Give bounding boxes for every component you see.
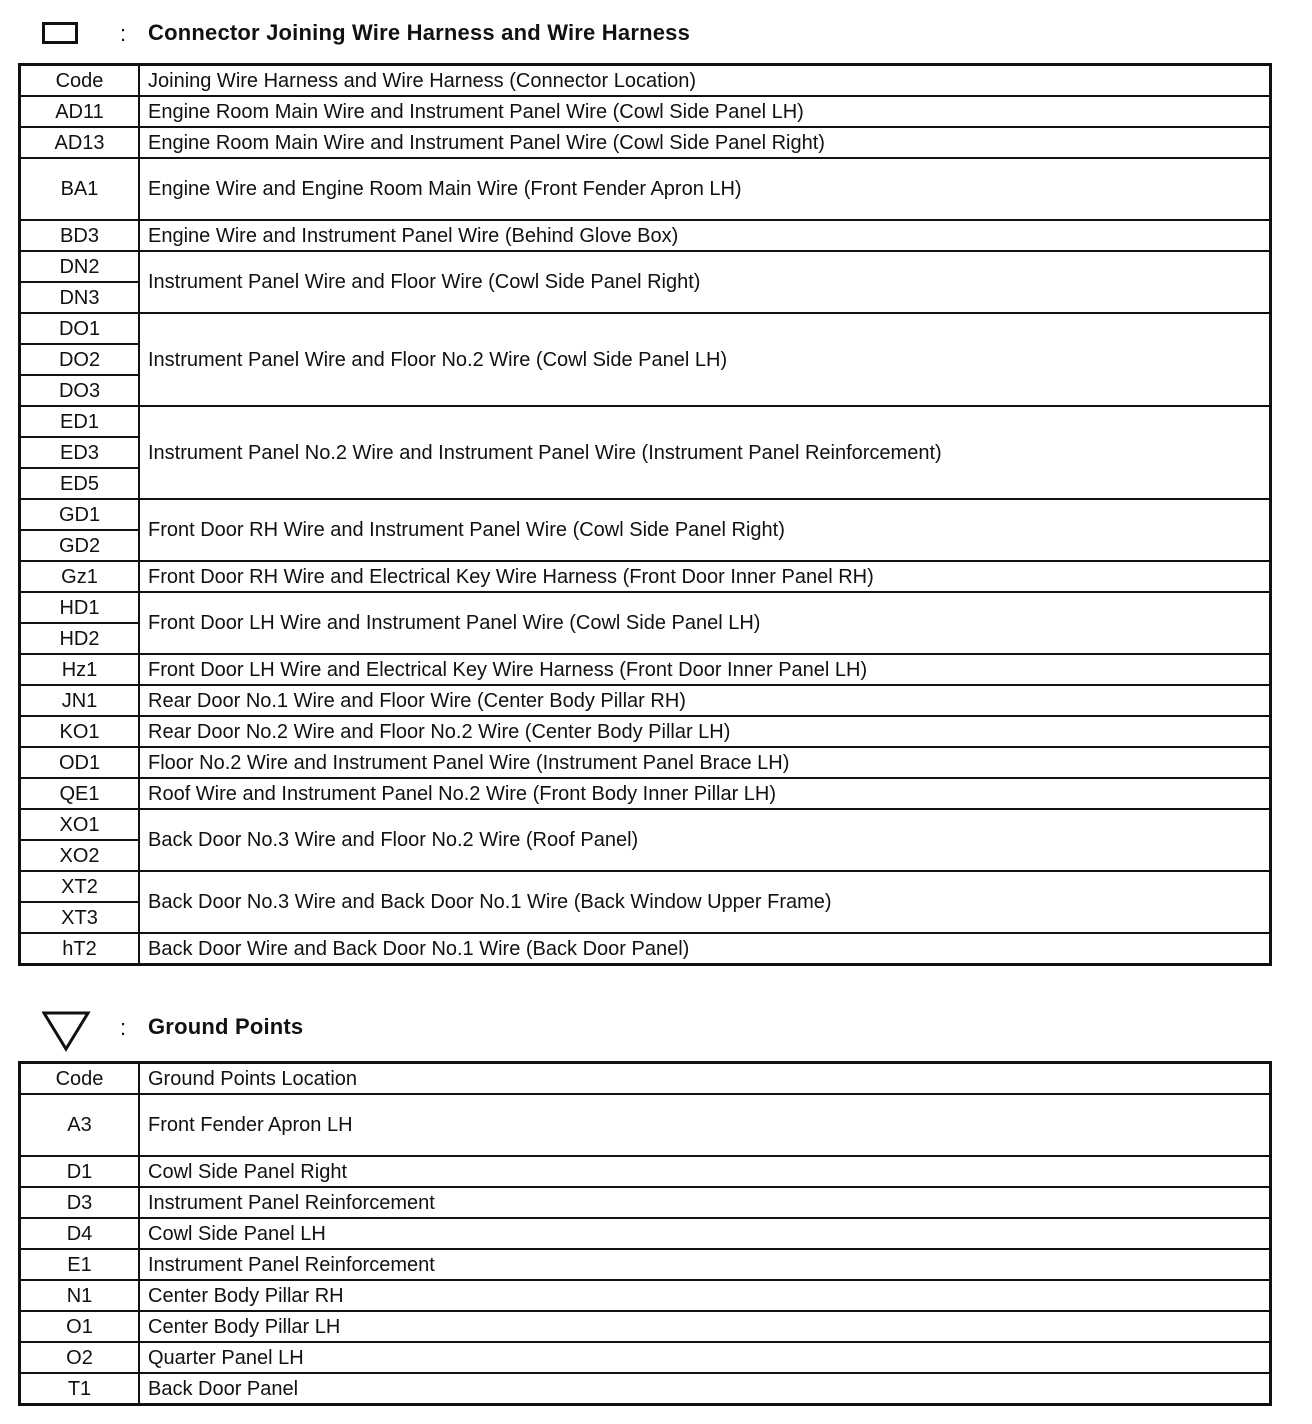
code-cell: Hz1 [20, 654, 140, 685]
table-row [20, 499, 1271, 530]
code-cell: O2 [20, 1342, 140, 1373]
table-row [20, 313, 1271, 344]
table-row [20, 809, 1271, 840]
table-row [20, 1094, 1271, 1156]
code-cell: AD11 [20, 96, 140, 127]
code-cell: DN2 [20, 251, 140, 282]
location-cell: Instrument Panel Wire and Floor Wire (Cowl Side Panel Right) [139, 251, 1271, 313]
code-cell: DO1 [20, 313, 140, 344]
location-cell: Cowl Side Panel LH [139, 1218, 1271, 1249]
table-row [20, 406, 1271, 437]
code-cell: Gz1 [20, 561, 140, 592]
heading-colon: : [120, 21, 127, 46]
location-cell: Center Body Pillar LH [139, 1311, 1271, 1342]
code-cell: GD1 [20, 499, 140, 530]
header-row [20, 65, 1271, 97]
ground-triangle-icon [42, 1010, 92, 1052]
code-cell: A3 [20, 1094, 140, 1156]
table-row [20, 1249, 1271, 1280]
location-cell: Roof Wire and Instrument Panel No.2 Wire (Front Body Inner Pillar LH) [139, 778, 1271, 809]
header-code: Code [20, 65, 140, 97]
code-cell: XT2 [20, 871, 140, 902]
code-cell: QE1 [20, 778, 140, 809]
location-cell: Instrument Panel Reinforcement [139, 1249, 1271, 1280]
code-cell: XT3 [20, 902, 140, 933]
location-cell: Engine Wire and Engine Room Main Wire (Front Fender Apron LH) [139, 158, 1271, 220]
ground-table [18, 1061, 1272, 1406]
table-row [20, 716, 1271, 747]
code-cell: BD3 [20, 220, 140, 251]
code-cell: D4 [20, 1218, 140, 1249]
code-cell: HD2 [20, 623, 140, 654]
code-cell: OD1 [20, 747, 140, 778]
table-row [20, 933, 1271, 965]
connector-square-icon [42, 22, 78, 44]
code-cell: D3 [20, 1187, 140, 1218]
table-row [20, 592, 1271, 623]
code-cell: GD2 [20, 530, 140, 561]
location-cell: Front Door LH Wire and Instrument Panel Wire (Cowl Side Panel LH) [139, 592, 1271, 654]
code-cell: ED1 [20, 406, 140, 437]
location-cell: Instrument Panel Reinforcement [139, 1187, 1271, 1218]
table-row [20, 1342, 1271, 1373]
location-cell: Instrument Panel Wire and Floor No.2 Wire (Cowl Side Panel LH) [139, 313, 1271, 406]
table-row [20, 1218, 1271, 1249]
table-row [20, 251, 1271, 282]
location-cell: Engine Room Main Wire and Instrument Panel Wire (Cowl Side Panel LH) [139, 96, 1271, 127]
table-row [20, 871, 1271, 902]
code-cell: hT2 [20, 933, 140, 965]
table-row [20, 220, 1271, 251]
code-cell: BA1 [20, 158, 140, 220]
connector-section-title: Connector Joining Wire Harness and Wire Harness [148, 20, 691, 45]
header-code: Code [20, 1063, 140, 1095]
code-cell: AD13 [20, 127, 140, 158]
table-row [20, 1311, 1271, 1342]
code-cell: JN1 [20, 685, 140, 716]
code-cell: XO1 [20, 809, 140, 840]
location-cell: Rear Door No.1 Wire and Floor Wire (Center Body Pillar RH) [139, 685, 1271, 716]
code-cell: T1 [20, 1373, 140, 1405]
location-cell: Instrument Panel No.2 Wire and Instrument Panel Wire (Instrument Panel Reinforcement) [139, 406, 1271, 499]
location-cell: Center Body Pillar RH [139, 1280, 1271, 1311]
table-row [20, 654, 1271, 685]
table-row [20, 1187, 1271, 1218]
location-cell: Quarter Panel LH [139, 1342, 1271, 1373]
connector-table [18, 63, 1272, 966]
table-row [20, 158, 1271, 220]
code-cell: ED5 [20, 468, 140, 499]
code-cell: D1 [20, 1156, 140, 1187]
heading-colon: : [120, 1015, 127, 1040]
table-row [20, 1280, 1271, 1311]
connector-section-heading [42, 14, 1272, 58]
ground-section-title: Ground Points [148, 1014, 304, 1039]
location-cell: Floor No.2 Wire and Instrument Panel Wire (Instrument Panel Brace LH) [139, 747, 1271, 778]
table-row [20, 96, 1271, 127]
location-cell: Front Fender Apron LH [139, 1094, 1271, 1156]
table-row [20, 561, 1271, 592]
code-cell: N1 [20, 1280, 140, 1311]
header-location: Joining Wire Harness and Wire Harness (Connector Location) [139, 65, 1271, 97]
location-cell: Front Door LH Wire and Electrical Key Wire Harness (Front Door Inner Panel LH) [139, 654, 1271, 685]
table-row [20, 1373, 1271, 1405]
table-row [20, 747, 1271, 778]
location-cell: Engine Wire and Instrument Panel Wire (Behind Glove Box) [139, 220, 1271, 251]
code-cell: HD1 [20, 592, 140, 623]
table-row [20, 685, 1271, 716]
header-location: Ground Points Location [139, 1063, 1271, 1095]
location-cell: Back Door No.3 Wire and Floor No.2 Wire (Roof Panel) [139, 809, 1271, 871]
header-row [20, 1063, 1271, 1095]
location-cell: Back Door Wire and Back Door No.1 Wire (Back Door Panel) [139, 933, 1271, 965]
code-cell: ED3 [20, 437, 140, 468]
ground-section-heading [42, 1008, 1272, 1052]
location-cell: Front Door RH Wire and Electrical Key Wire Harness (Front Door Inner Panel RH) [139, 561, 1271, 592]
table-row [20, 778, 1271, 809]
code-cell: O1 [20, 1311, 140, 1342]
location-cell: Back Door No.3 Wire and Back Door No.1 Wire (Back Window Upper Frame) [139, 871, 1271, 933]
table-row [20, 127, 1271, 158]
code-cell: E1 [20, 1249, 140, 1280]
location-cell: Engine Room Main Wire and Instrument Panel Wire (Cowl Side Panel Right) [139, 127, 1271, 158]
code-cell: DO3 [20, 375, 140, 406]
code-cell: DO2 [20, 344, 140, 375]
location-cell: Front Door RH Wire and Instrument Panel Wire (Cowl Side Panel Right) [139, 499, 1271, 561]
code-cell: KO1 [20, 716, 140, 747]
code-cell: DN3 [20, 282, 140, 313]
location-cell: Cowl Side Panel Right [139, 1156, 1271, 1187]
location-cell: Rear Door No.2 Wire and Floor No.2 Wire (Center Body Pillar LH) [139, 716, 1271, 747]
code-cell: XO2 [20, 840, 140, 871]
location-cell: Back Door Panel [139, 1373, 1271, 1405]
table-row [20, 1156, 1271, 1187]
